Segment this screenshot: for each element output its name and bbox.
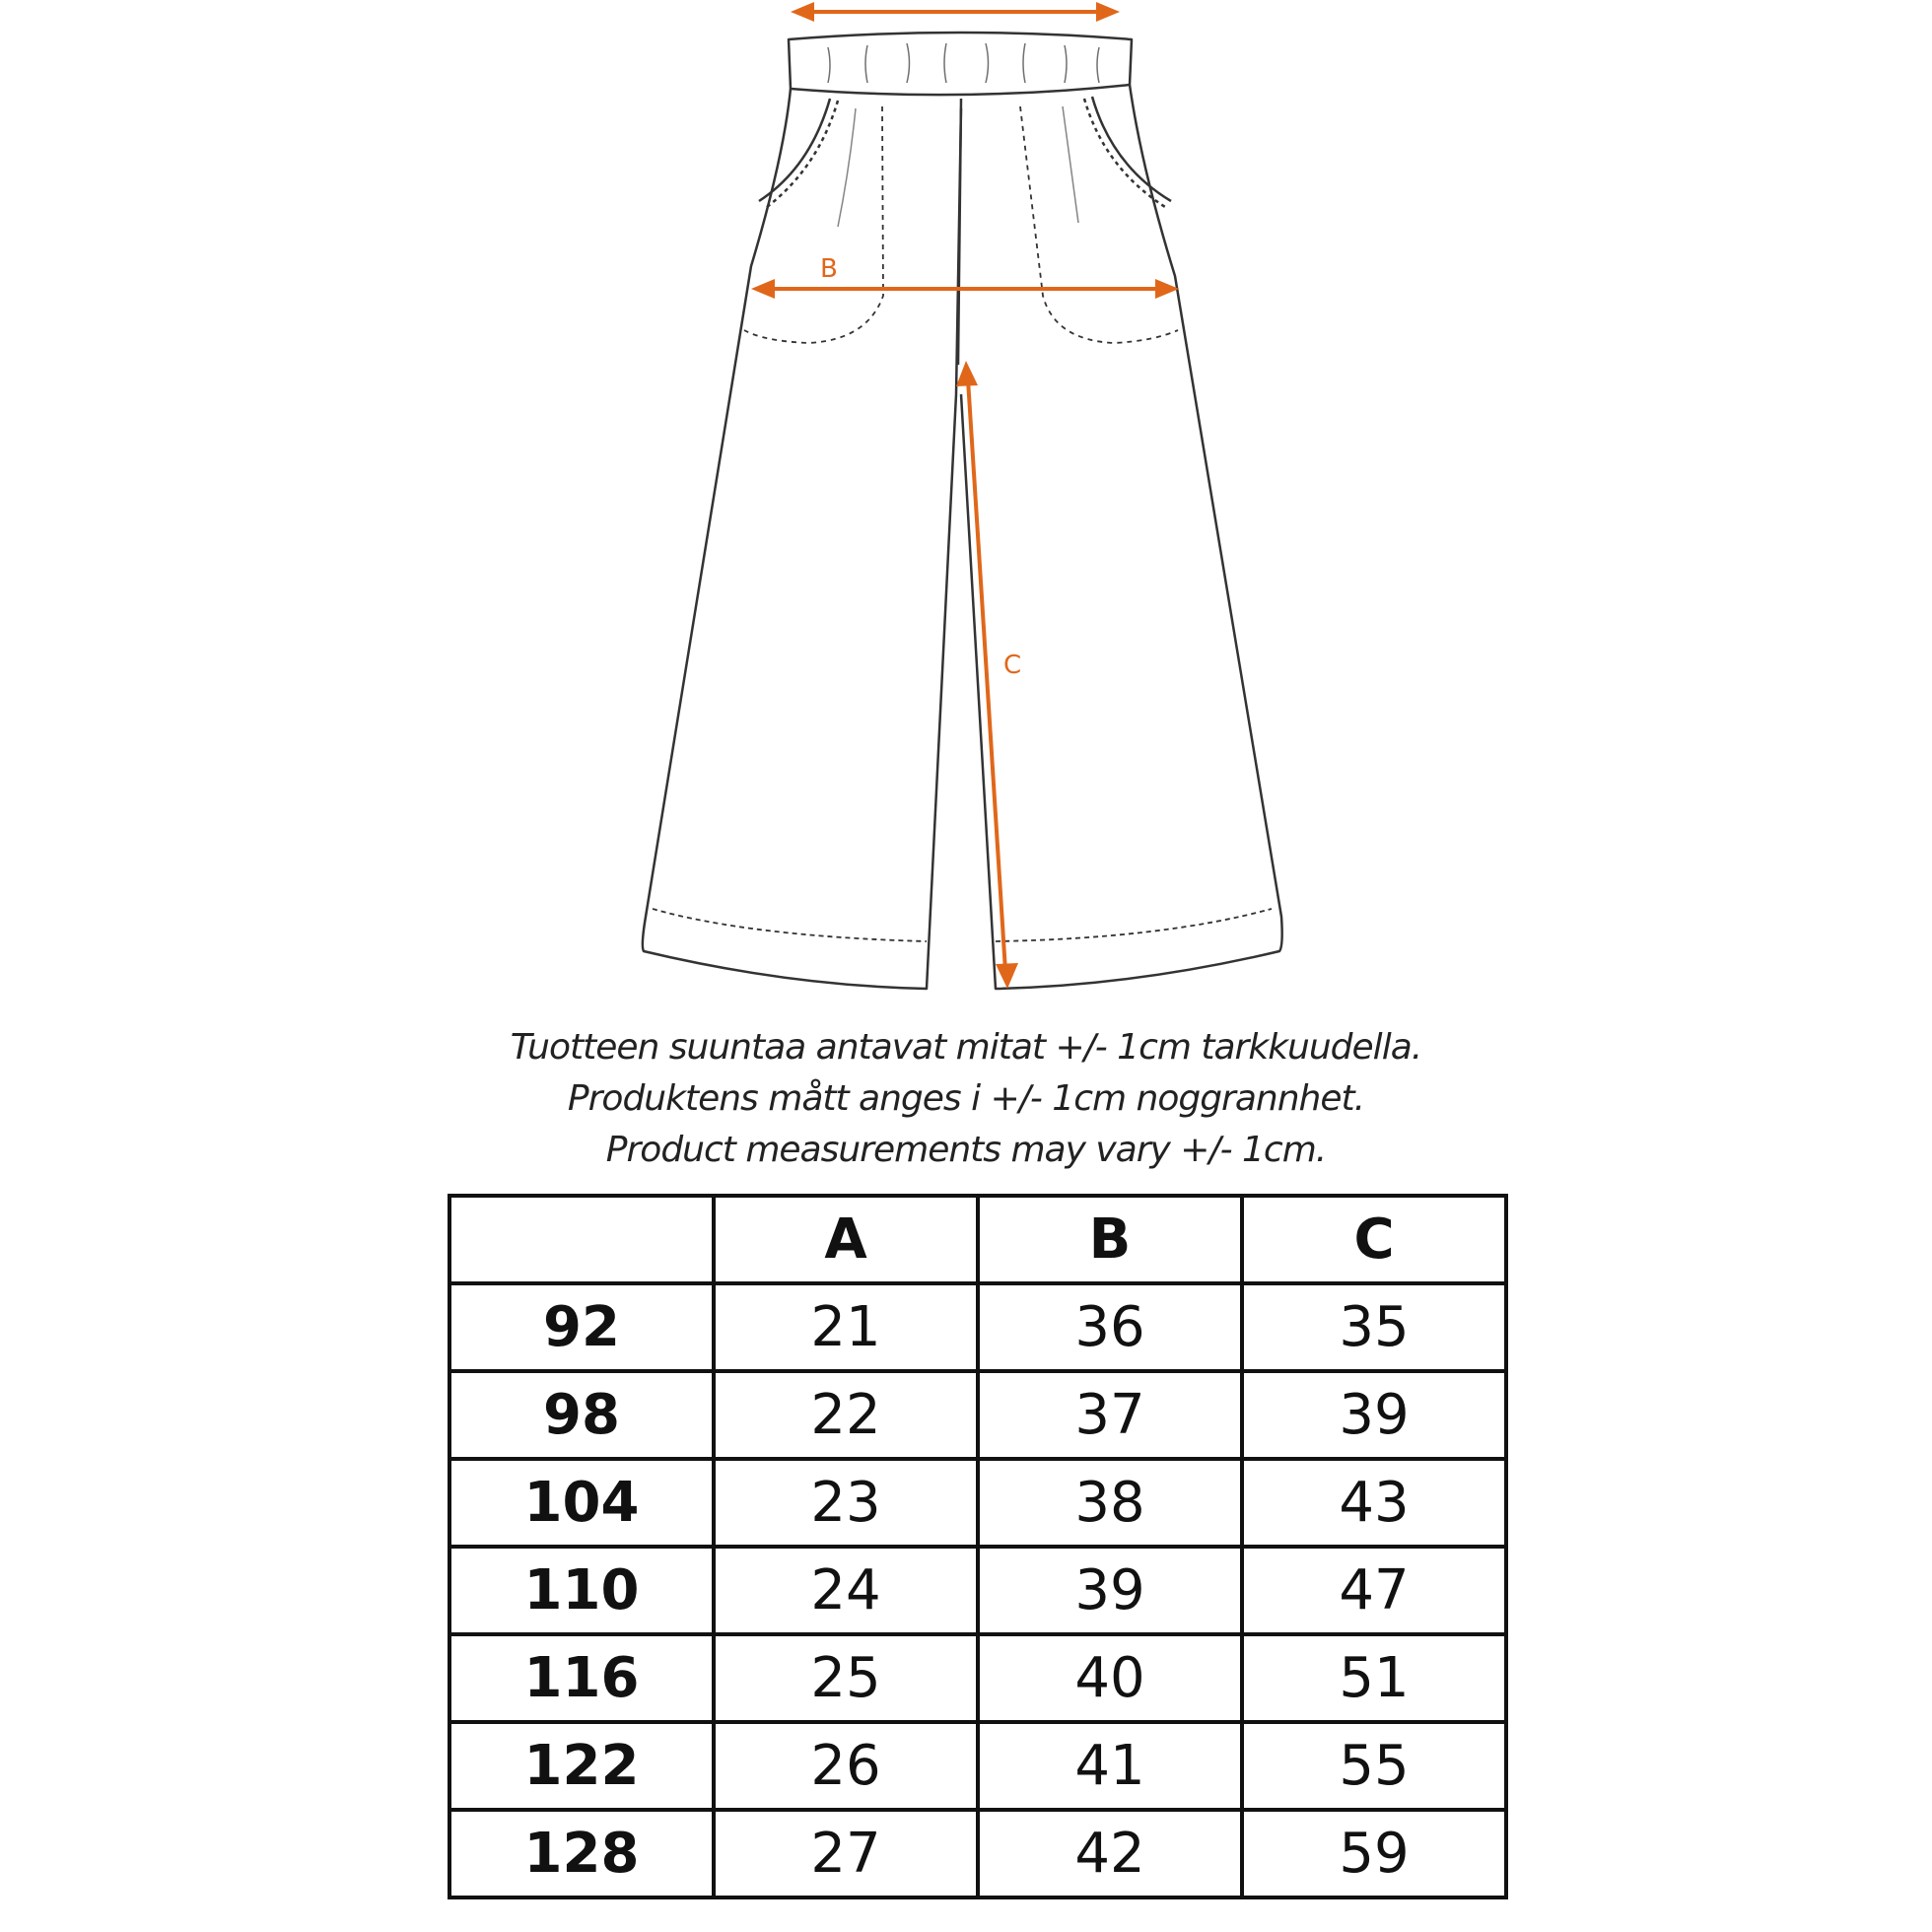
value-b-cell: 39 bbox=[978, 1547, 1242, 1634]
measure-labels bbox=[820, 254, 1021, 680]
value-a-cell: 21 bbox=[714, 1283, 978, 1371]
table-header-row bbox=[449, 1196, 1506, 1283]
size-cell: 110 bbox=[449, 1547, 714, 1634]
value-b-cell: 37 bbox=[978, 1371, 1242, 1459]
value-c-cell: 35 bbox=[1242, 1283, 1506, 1371]
size-table bbox=[448, 1194, 1508, 1899]
pants-body bbox=[643, 85, 1282, 989]
left-pocket-edge bbox=[759, 99, 830, 201]
note-finnish: Tuotteen suuntaa antavat mitat +/- 1cm tarkkuudella. bbox=[510, 1027, 1422, 1068]
value-b-cell: 36 bbox=[978, 1283, 1242, 1371]
value-c-cell: 55 bbox=[1242, 1722, 1506, 1810]
center-seam bbox=[958, 99, 961, 365]
right-pocket-edge bbox=[1092, 97, 1171, 201]
arrow-c-top-head bbox=[956, 361, 978, 386]
value-c-cell: 39 bbox=[1242, 1371, 1506, 1459]
value-a-cell: 23 bbox=[714, 1459, 978, 1547]
size-cell: 92 bbox=[449, 1283, 714, 1371]
arrow-b-left-head bbox=[751, 279, 775, 299]
value-b-cell: 41 bbox=[978, 1722, 1242, 1810]
value-b-cell: 42 bbox=[978, 1810, 1242, 1898]
arrow-c-line bbox=[968, 380, 1005, 971]
size-cell: 104 bbox=[449, 1459, 714, 1547]
note-swedish: Produktens mått anges i +/- 1cm noggrannhet. bbox=[567, 1078, 1365, 1119]
left-pocket bbox=[767, 101, 838, 207]
size-cell: 98 bbox=[449, 1371, 714, 1459]
table-row bbox=[449, 1371, 1506, 1459]
note-english: Product measurements may vary +/- 1cm. bbox=[605, 1130, 1327, 1170]
size-cell: 128 bbox=[449, 1810, 714, 1898]
table-row bbox=[449, 1810, 1506, 1898]
value-a-cell: 27 bbox=[714, 1810, 978, 1898]
size-cell: 116 bbox=[449, 1634, 714, 1722]
value-a-cell: 22 bbox=[714, 1371, 978, 1459]
measure-arrows bbox=[751, 2, 1179, 989]
arrow-a-right-head bbox=[1096, 2, 1120, 22]
header-c: C bbox=[1242, 1196, 1506, 1283]
right-pocket-bag bbox=[1020, 106, 1178, 343]
value-a-cell: 25 bbox=[714, 1634, 978, 1722]
table-row bbox=[449, 1722, 1506, 1810]
table-row bbox=[449, 1547, 1506, 1634]
table-row bbox=[449, 1634, 1506, 1722]
value-b-cell: 40 bbox=[978, 1634, 1242, 1722]
waistband bbox=[789, 33, 1132, 95]
value-a-cell: 24 bbox=[714, 1547, 978, 1634]
right-pocket bbox=[1084, 99, 1165, 207]
arrow-c-bottom-head bbox=[996, 963, 1018, 989]
left-hem-stitch bbox=[653, 909, 927, 941]
value-c-cell: 43 bbox=[1242, 1459, 1506, 1547]
table-row bbox=[449, 1283, 1506, 1371]
header-a: A bbox=[714, 1196, 978, 1283]
pants-outline bbox=[643, 33, 1282, 989]
label-b: B bbox=[820, 254, 838, 284]
header-size bbox=[449, 1196, 714, 1283]
header-b: B bbox=[978, 1196, 1242, 1283]
label-c: C bbox=[1003, 651, 1022, 680]
table-row bbox=[449, 1459, 1506, 1547]
value-c-cell: 47 bbox=[1242, 1547, 1506, 1634]
size-cell: 122 bbox=[449, 1722, 714, 1810]
arrow-a-left-head bbox=[791, 2, 814, 22]
value-a-cell: 26 bbox=[714, 1722, 978, 1810]
value-c-cell: 59 bbox=[1242, 1810, 1506, 1898]
value-c-cell: 51 bbox=[1242, 1634, 1506, 1722]
value-b-cell: 38 bbox=[978, 1459, 1242, 1547]
right-hem-stitch bbox=[996, 909, 1272, 941]
